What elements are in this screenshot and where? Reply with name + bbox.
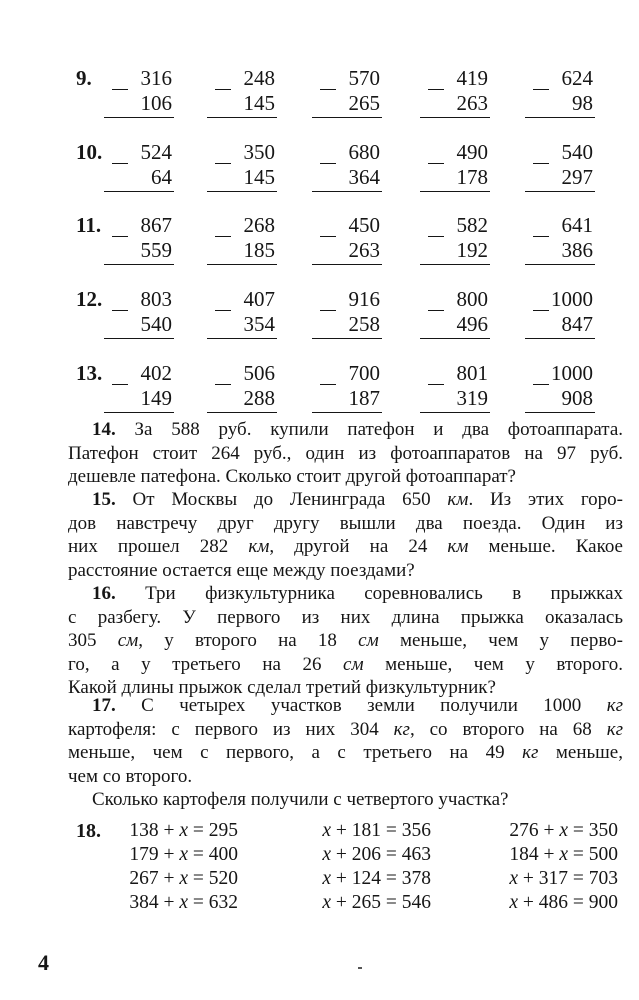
page-number: 4: [38, 950, 49, 975]
minuend: 570: [348, 66, 380, 90]
result-line: [525, 117, 595, 118]
minuend: 680: [348, 140, 380, 164]
result-line: [104, 264, 174, 265]
minus-sign: [428, 89, 444, 90]
minuend: 624: [561, 66, 593, 90]
minus-sign: [428, 310, 444, 311]
problem-14-line: дешевле патефона. Сколько стоит другой фотоаппарат?: [68, 466, 516, 487]
result-line: [525, 191, 595, 192]
problem-14-line: [68, 418, 623, 442]
minuend: 916: [348, 287, 380, 311]
subtrahend: 185: [243, 238, 275, 262]
problem-16-line: Какой длины прыжок сделал третий физкультурник?: [68, 677, 496, 698]
result-line: [420, 338, 490, 339]
minuend: 540: [561, 140, 593, 164]
subtrahend: 297: [561, 165, 593, 189]
minuend: 867: [140, 213, 172, 237]
subtrahend: 106: [140, 91, 172, 115]
subtrahend: 540: [140, 312, 172, 336]
minuend: 803: [140, 287, 172, 311]
subtrahend: 145: [243, 165, 275, 189]
problem-15-line: них прошел 282 км, другой на 24 км меньше. Какое: [68, 536, 623, 557]
minuend: 1000: [551, 361, 593, 385]
equation: x + 124 = 378: [322, 868, 431, 889]
minus-sign: [215, 236, 231, 237]
subtrahend: 265: [348, 91, 380, 115]
minuend: 1000: [551, 287, 593, 311]
problem-17: [68, 694, 623, 812]
problem-number: 10.: [76, 140, 103, 164]
minus-sign: [112, 89, 128, 90]
equation: 384 + x = 632: [129, 892, 238, 913]
problem-17-line: [68, 694, 623, 718]
minuend: 506: [243, 361, 275, 385]
equation: x + 181 = 356: [322, 820, 431, 841]
equation: 179 + x = 400: [129, 844, 238, 865]
result-line: [312, 191, 382, 192]
result-line: [525, 412, 595, 413]
subtrahend: 98: [572, 91, 593, 115]
minuend: 700: [348, 361, 380, 385]
minus-sign: [533, 89, 549, 90]
minus-sign: [215, 384, 231, 385]
minuend: 350: [243, 140, 275, 164]
problem-14-line: Патефон стоит 264 руб., один из фотоаппаратов на 97 руб.: [68, 442, 623, 464]
problem-15-line: [68, 488, 623, 512]
minus-sign: [112, 236, 128, 237]
result-line: [207, 412, 277, 413]
result-line: [312, 117, 382, 118]
problem-14-number: 14.: [92, 419, 116, 440]
problem-number: 12.: [76, 287, 103, 311]
minus-sign: [215, 310, 231, 311]
minuend: 316: [140, 66, 172, 90]
minus-sign: [428, 384, 444, 385]
problem-15-number: 15.: [92, 489, 116, 510]
equation: 276 + x = 350: [509, 820, 618, 841]
result-line: [525, 338, 595, 339]
equation: x + 206 = 463: [322, 844, 431, 865]
result-line: [207, 191, 277, 192]
subtrahend: 192: [456, 238, 488, 262]
minus-sign: [533, 310, 549, 311]
minuend: 490: [456, 140, 488, 164]
subtrahend: 178: [456, 165, 488, 189]
minus-sign: [112, 384, 128, 385]
problem-18-number: 18.: [76, 820, 101, 842]
equation: 138 + x = 295: [129, 820, 238, 841]
result-line: [420, 191, 490, 192]
problem-15-line: дов навстречу друг другу вышли два поезда. Один из: [68, 512, 623, 534]
problem-17-line: картофеля: с первого из них 304 кг, со второго на 68 кг: [68, 718, 623, 740]
problem-17-line: чем со второго.: [68, 765, 193, 787]
minus-sign: [320, 384, 336, 385]
minus-sign: [533, 163, 549, 164]
minus-sign: [533, 384, 549, 385]
equation: 267 + x = 520: [129, 868, 238, 889]
minuend: 402: [140, 361, 172, 385]
result-line: [525, 264, 595, 265]
subtrahend: 64: [151, 165, 172, 189]
subtrahend: 496: [456, 312, 488, 336]
subtrahend: 145: [243, 91, 275, 115]
minus-sign: [533, 236, 549, 237]
minus-sign: [428, 236, 444, 237]
problem-16-line: [68, 582, 623, 606]
subtrahend: 847: [561, 312, 593, 336]
problem-16-line: 305 см, у второго на 18 см меньше, чем у перво-: [68, 630, 624, 651]
problem-14: [68, 418, 623, 489]
result-line: [207, 117, 277, 118]
minus-sign: [112, 163, 128, 164]
equation: x + 317 = 703: [509, 868, 618, 889]
subtrahend: 319: [456, 386, 488, 410]
subtrahend: 559: [140, 238, 172, 262]
result-line: [104, 191, 174, 192]
result-line: [420, 117, 490, 118]
minuend: 524: [140, 140, 172, 164]
problem-number: 11.: [76, 213, 102, 237]
problem-17-line: меньше, чем с первого, а с третьего на 49 кг меньше,: [68, 742, 623, 763]
subtrahend: 258: [348, 312, 380, 336]
minus-sign: [112, 310, 128, 311]
subtrahend: 354: [243, 312, 275, 336]
problem-17-number: 17.: [92, 695, 116, 716]
equation: x + 486 = 900: [509, 892, 618, 913]
problem-number: 13.: [76, 361, 103, 385]
subtrahend: 149: [140, 386, 172, 410]
subtrahend: 263: [456, 91, 488, 115]
minus-sign: [428, 163, 444, 164]
problem-17-line-text: С четырех участков земли получили 1000 кг: [141, 695, 624, 716]
equation: 184 + x = 500: [509, 844, 618, 865]
result-line: [104, 338, 174, 339]
minuend: 641: [561, 213, 593, 237]
result-line: [207, 338, 277, 339]
problem-16-line: с разбегу. У первого из них длина прыжка оказалась: [68, 606, 623, 628]
subtrahend: 386: [561, 238, 593, 262]
minus-sign: [320, 310, 336, 311]
print-speck: [358, 967, 362, 969]
minus-sign: [320, 163, 336, 164]
minuend: 419: [456, 66, 488, 90]
result-line: [104, 412, 174, 413]
problem-14-line-text: За 588 руб. купили патефон и два фотоаппарата.: [134, 419, 624, 440]
result-line: [312, 412, 382, 413]
equation: x + 265 = 546: [322, 892, 431, 913]
minuend: 582: [456, 213, 488, 237]
subtrahend: 288: [243, 386, 275, 410]
minuend: 800: [456, 287, 488, 311]
problem-15: [68, 488, 623, 582]
minuend: 801: [456, 361, 488, 385]
problem-15-line-text: От Москвы до Ленинграда 650 км. Из этих горо-: [132, 489, 624, 510]
minuend: 268: [243, 213, 275, 237]
problem-16-line: го, а у третьего на 26 см меньше, чем у второго.: [68, 653, 623, 675]
problem-16: [68, 582, 623, 700]
minus-sign: [215, 89, 231, 90]
subtrahend: 263: [348, 238, 380, 262]
result-line: [207, 264, 277, 265]
subtrahend: 187: [348, 386, 380, 410]
subtrahend: 908: [561, 386, 593, 410]
problem-17-question: Сколько картофеля получили с четвертого участка?: [92, 789, 509, 810]
minus-sign: [320, 89, 336, 90]
minuend: 407: [243, 287, 275, 311]
problem-16-line-text: Три физкультурника соревновались в прыжках: [145, 583, 623, 604]
minuend: 248: [243, 66, 275, 90]
result-line: [312, 264, 382, 265]
problem-15-line: расстояние остается еще между поездами?: [68, 559, 415, 581]
result-line: [312, 338, 382, 339]
minus-sign: [320, 236, 336, 237]
minuend: 450: [348, 213, 380, 237]
result-line: [420, 264, 490, 265]
subtrahend: 364: [348, 165, 380, 189]
result-line: [104, 117, 174, 118]
problem-16-number: 16.: [92, 583, 116, 604]
problem-number: 9.: [76, 66, 92, 90]
minus-sign: [215, 163, 231, 164]
result-line: [420, 412, 490, 413]
